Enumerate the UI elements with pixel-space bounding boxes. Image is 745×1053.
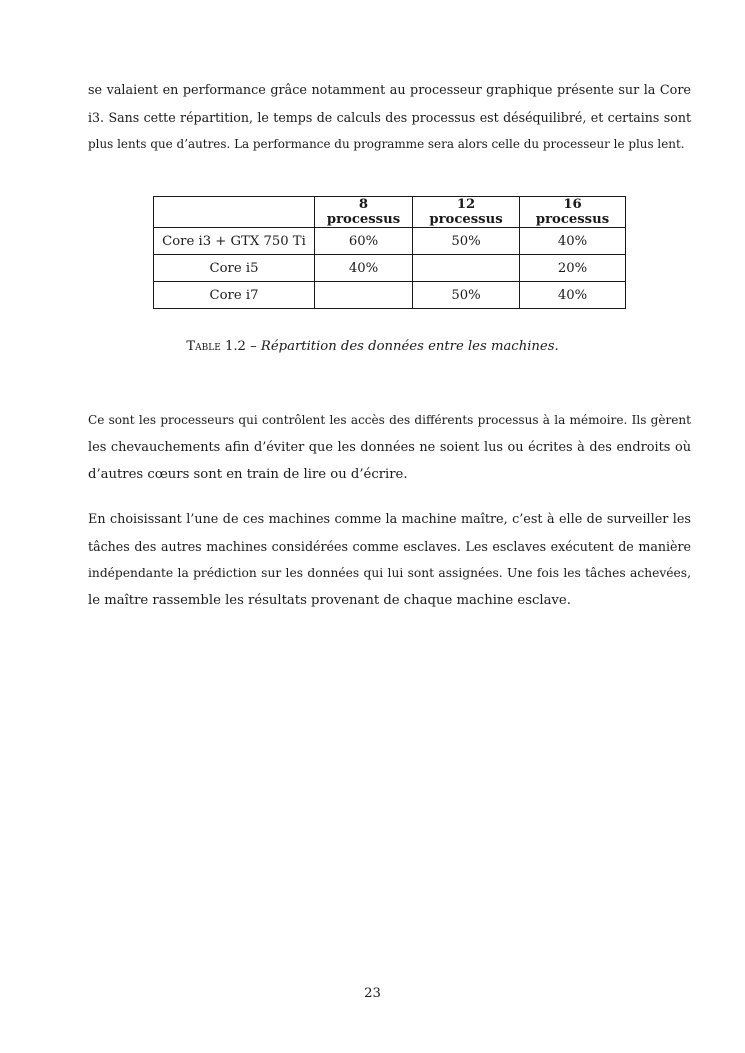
- paragraph-master-slave: [88, 506, 691, 614]
- table-cell: 50%: [413, 282, 520, 309]
- paragraph-line: En choisissant l’une de ces machines comme la machine maître, c’est à elle de surveiller les: [88, 512, 691, 527]
- table-cell: 60%: [315, 228, 413, 255]
- table-cell: 40%: [520, 282, 626, 309]
- table-cell-machine: Core i5: [154, 255, 315, 282]
- paragraph-line: le maître rassemble les résultats provenant de chaque machine esclave.: [88, 593, 571, 608]
- table-header-empty: [154, 197, 315, 228]
- caption-text: Répartition des données entre les machines.: [260, 339, 559, 354]
- table-cell-machine: Core i3 + GTX 750 Ti: [154, 228, 315, 255]
- table-row: [154, 282, 626, 309]
- distribution-table: [153, 196, 626, 309]
- table-header-8-processus: 8 processus: [315, 197, 413, 228]
- paragraph-processors: [88, 407, 691, 488]
- paragraph-intro: [88, 77, 691, 158]
- table-cell: 50%: [413, 228, 520, 255]
- paragraph-line: Ce sont les processeurs qui contrôlent les accès des différents processus à la mémoire. Ils gèrent: [88, 413, 691, 427]
- paragraph-line: indépendante la prédiction sur les données qui lui sont assignées. Une fois les tâches achevées,: [88, 566, 691, 580]
- paragraph-line: i3. Sans cette répartition, le temps de calculs des processus est déséquilibré, et certains sont: [88, 110, 691, 125]
- table-cell: 20%: [520, 255, 626, 282]
- table-cell-machine: Core i7: [154, 282, 315, 309]
- paragraph-line: tâches des autres machines considérées comme esclaves. Les esclaves exécutent de manière: [88, 539, 691, 554]
- table-cell: 40%: [315, 255, 413, 282]
- table-cell: [413, 255, 520, 282]
- table-header-row: [154, 197, 626, 228]
- page-number: 23: [364, 986, 381, 1001]
- paragraph-line: les chevauchements afin d’éviter que les données ne soient lus ou écrites à des endroits où: [88, 440, 691, 455]
- table-header-12-processus: 12 processus: [413, 197, 520, 228]
- table-caption: [0, 339, 745, 354]
- table-header-16-processus: 16 processus: [520, 197, 626, 228]
- paragraph-line: plus lents que d’autres. La performance du programme sera alors celle du processeur le plus lent.: [88, 137, 685, 151]
- table-cell: [315, 282, 413, 309]
- paragraph-line: se valaient en performance grâce notamment au processeur graphique présente sur la Core: [88, 83, 691, 98]
- table-row: [154, 228, 626, 255]
- table-cell: 40%: [520, 228, 626, 255]
- caption-label: Table 1.2 –: [186, 339, 257, 354]
- paragraph-line: d’autres cœurs sont en train de lire ou d’écrire.: [88, 467, 408, 482]
- table-row: [154, 255, 626, 282]
